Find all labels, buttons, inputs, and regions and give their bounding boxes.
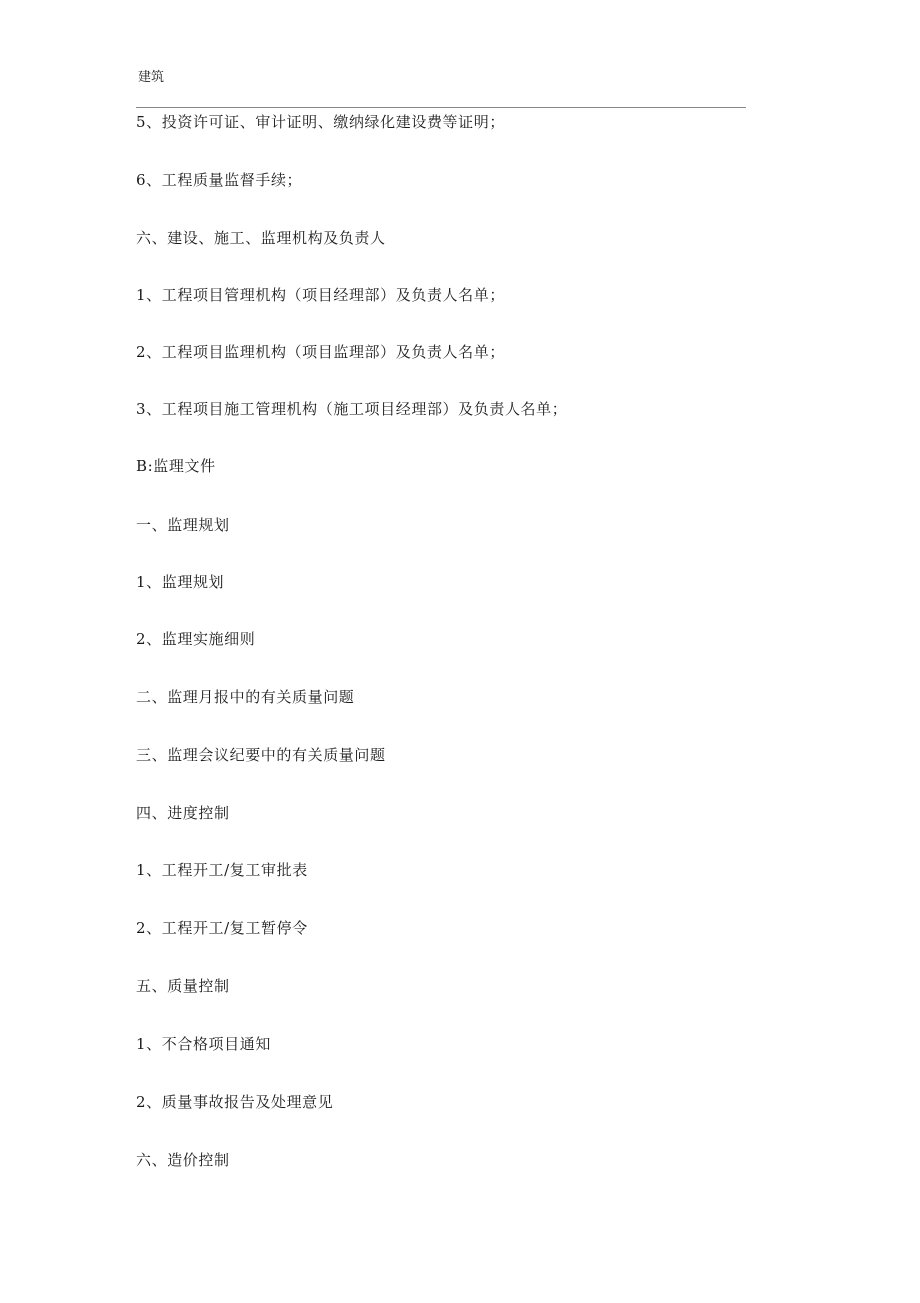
section-heading: 一、监理规划	[136, 516, 230, 534]
body-line: 6、工程质量监督手续；	[136, 171, 303, 189]
section-heading: 五、质量控制	[136, 977, 230, 995]
running-header: 建筑	[138, 70, 165, 85]
body-line: 5、投资许可证、审计证明、缴纳绿化建设费等证明；	[136, 113, 505, 131]
body-line: 2、监理实施细则	[136, 630, 256, 648]
section-heading: B:监理文件	[136, 457, 216, 475]
section-heading: 四、进度控制	[136, 804, 230, 822]
body-line: 1、不合格项目通知	[136, 1035, 271, 1053]
body-line: 1、监理规划	[136, 573, 225, 591]
section-heading: 二、监理月报中的有关质量问题	[136, 688, 355, 706]
body-line: 3、工程项目施工管理机构（施工项目经理部）及负责人名单；	[136, 400, 568, 418]
body-line: 1、工程项目管理机构（项目经理部）及负责人名单；	[136, 286, 505, 304]
section-heading: 六、建设、施工、监理机构及负责人	[136, 229, 386, 247]
body-line: 2、工程开工/复工暂停令	[136, 919, 308, 937]
body-line: 1、工程开工/复工审批表	[136, 861, 308, 879]
header-divider	[136, 107, 746, 108]
section-heading: 六、造价控制	[136, 1151, 230, 1169]
body-line: 2、工程项目监理机构（项目监理部）及负责人名单；	[136, 343, 505, 361]
body-line: 2、质量事故报告及处理意见	[136, 1093, 334, 1111]
section-heading: 三、监理会议纪要中的有关质量问题	[136, 746, 386, 764]
